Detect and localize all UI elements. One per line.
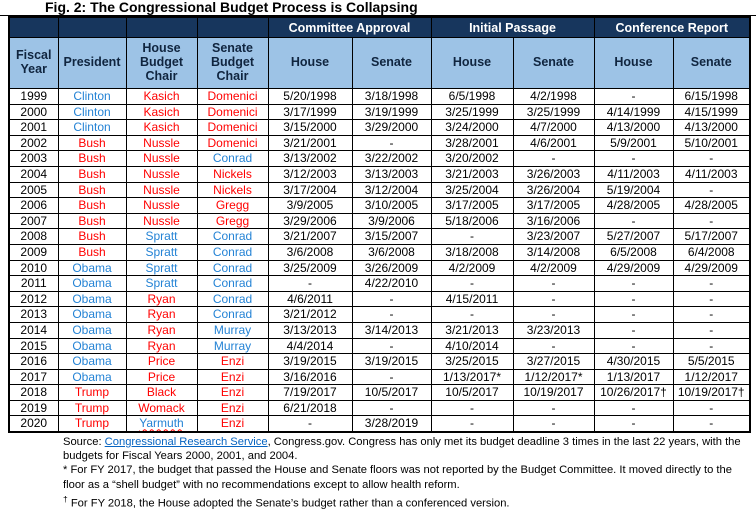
house-chair-cell: Nussle bbox=[126, 135, 197, 151]
president-cell: Bush bbox=[58, 244, 126, 260]
president-cell: Bush bbox=[58, 198, 126, 214]
date-cell: 6/5/1998 bbox=[431, 89, 513, 105]
fiscal-year-cell: 2005 bbox=[9, 182, 58, 198]
date-cell: - bbox=[673, 151, 750, 167]
date-cell: 3/6/2008 bbox=[268, 244, 352, 260]
date-cell: - bbox=[673, 338, 750, 354]
date-cell: - bbox=[594, 400, 673, 416]
president-cell: Obama bbox=[58, 307, 126, 323]
table-row bbox=[9, 120, 750, 136]
date-cell: - bbox=[513, 151, 594, 167]
president-cell: Bush bbox=[58, 166, 126, 182]
senate-chair-cell: Nickels bbox=[197, 166, 268, 182]
date-cell: 4/22/2010 bbox=[352, 276, 431, 292]
date-cell: 4/29/2009 bbox=[673, 260, 750, 276]
date-cell: 5/18/2006 bbox=[431, 213, 513, 229]
fiscal-year-cell: 2014 bbox=[9, 322, 58, 338]
table-row bbox=[9, 307, 750, 323]
table-row bbox=[9, 322, 750, 338]
house-chair-cell: Price bbox=[126, 354, 197, 370]
date-cell: - bbox=[352, 400, 431, 416]
date-cell: 3/6/2008 bbox=[352, 244, 431, 260]
date-cell: 3/19/2015 bbox=[352, 354, 431, 370]
senate-chair-cell: Conrad bbox=[197, 229, 268, 245]
senate-chair-cell: Enzi bbox=[197, 416, 268, 432]
source-prefix-text: Source: bbox=[63, 436, 105, 449]
date-cell: 4/2/1998 bbox=[513, 89, 594, 105]
house-chair-cell: Ryan bbox=[126, 322, 197, 338]
source-rest-text: , Congress.gov. Congress has only met its budget deadline 3 times in the last 22 years, with the budgets for Fiscal Years 2000, 2001, and 2004. bbox=[63, 436, 741, 463]
house-chair-cell: Nussle bbox=[126, 166, 197, 182]
date-cell: 3/25/1999 bbox=[431, 104, 513, 120]
president-cell: Trump bbox=[58, 416, 126, 432]
date-cell: - bbox=[594, 322, 673, 338]
date-cell: 3/17/2005 bbox=[513, 198, 594, 214]
date-cell: 10/26/2017† bbox=[594, 385, 673, 401]
date-cell: 3/13/2013 bbox=[268, 322, 352, 338]
fiscal-year-cell: 2002 bbox=[9, 135, 58, 151]
fiscal-year-cell: 1999 bbox=[9, 89, 58, 105]
house-chair-cell: Kasich bbox=[126, 89, 197, 105]
fiscal-year-cell: 2009 bbox=[9, 244, 58, 260]
date-cell: - bbox=[352, 338, 431, 354]
date-cell: 5/27/2007 bbox=[594, 229, 673, 245]
president-cell: Obama bbox=[58, 291, 126, 307]
date-cell: 10/5/2017 bbox=[352, 385, 431, 401]
date-cell: 4/4/2014 bbox=[268, 338, 352, 354]
table-row bbox=[9, 89, 750, 105]
house-chair-cell: Spratt bbox=[126, 244, 197, 260]
date-cell: - bbox=[594, 276, 673, 292]
col-header-passage-senate: Senate bbox=[513, 38, 594, 89]
senate-chair-cell: Gregg bbox=[197, 213, 268, 229]
header-spacer-cell bbox=[197, 17, 268, 38]
date-cell: - bbox=[513, 276, 594, 292]
date-cell: - bbox=[431, 416, 513, 432]
table-row bbox=[9, 276, 750, 292]
table-row bbox=[9, 354, 750, 370]
header-spacer-cell bbox=[9, 17, 58, 38]
house-chair-cell: Womack bbox=[126, 400, 197, 416]
date-cell: 5/10/2001 bbox=[673, 135, 750, 151]
date-cell: 4/13/2000 bbox=[594, 120, 673, 136]
date-cell: 3/16/2006 bbox=[513, 213, 594, 229]
date-cell: 3/29/2006 bbox=[268, 213, 352, 229]
date-cell: 3/25/2004 bbox=[431, 182, 513, 198]
date-cell: 10/19/2017† bbox=[673, 385, 750, 401]
president-cell: Obama bbox=[58, 338, 126, 354]
footnote-dagger-text: For FY 2018, the House adopted the Senate’s budget rather than a conferenced version. bbox=[67, 497, 510, 510]
date-cell: 6/21/2018 bbox=[268, 400, 352, 416]
president-cell: Obama bbox=[58, 276, 126, 292]
date-cell: 3/26/2009 bbox=[352, 260, 431, 276]
house-chair-cell: Nussle bbox=[126, 213, 197, 229]
date-cell: - bbox=[673, 291, 750, 307]
president-cell: Obama bbox=[58, 354, 126, 370]
date-cell: - bbox=[513, 400, 594, 416]
date-cell: 4/6/2001 bbox=[513, 135, 594, 151]
date-cell: 3/15/2000 bbox=[268, 120, 352, 136]
fiscal-year-cell: 2020 bbox=[9, 416, 58, 432]
date-cell: 3/21/2003 bbox=[431, 166, 513, 182]
date-cell: - bbox=[673, 213, 750, 229]
table-row bbox=[9, 213, 750, 229]
date-cell: - bbox=[594, 307, 673, 323]
date-cell: - bbox=[268, 416, 352, 432]
fiscal-year-cell: 2017 bbox=[9, 369, 58, 385]
senate-chair-cell: Enzi bbox=[197, 354, 268, 370]
senate-chair-cell: Gregg bbox=[197, 198, 268, 214]
fiscal-year-cell: 2004 bbox=[9, 166, 58, 182]
date-cell: - bbox=[594, 89, 673, 105]
date-cell: 3/14/2008 bbox=[513, 244, 594, 260]
header-spacer-cell bbox=[58, 17, 126, 38]
house-chair-cell: Kasich bbox=[126, 120, 197, 136]
fiscal-year-cell: 2010 bbox=[9, 260, 58, 276]
date-cell: 3/28/2001 bbox=[431, 135, 513, 151]
table-row bbox=[9, 291, 750, 307]
senate-chair-cell: Enzi bbox=[197, 400, 268, 416]
date-cell: - bbox=[513, 291, 594, 307]
senate-chair-cell: Domenici bbox=[197, 104, 268, 120]
senate-chair-cell: Conrad bbox=[197, 307, 268, 323]
date-cell: 3/19/1999 bbox=[352, 104, 431, 120]
group-header-conference-report: Conference Report bbox=[594, 17, 750, 38]
date-cell: 4/10/2014 bbox=[431, 338, 513, 354]
date-cell: 4/6/2011 bbox=[268, 291, 352, 307]
table-row bbox=[9, 416, 750, 432]
date-cell: 3/21/2012 bbox=[268, 307, 352, 323]
table-row bbox=[9, 166, 750, 182]
date-cell: - bbox=[673, 307, 750, 323]
date-cell: 1/12/2017 bbox=[673, 369, 750, 385]
president-cell: Bush bbox=[58, 182, 126, 198]
date-cell: 3/18/2008 bbox=[431, 244, 513, 260]
col-header-conference-house: House bbox=[594, 38, 673, 89]
date-cell: - bbox=[431, 229, 513, 245]
senate-chair-cell: Conrad bbox=[197, 276, 268, 292]
col-header-president: President bbox=[58, 38, 126, 89]
date-cell: 3/27/2015 bbox=[513, 354, 594, 370]
date-cell: 3/23/2007 bbox=[513, 229, 594, 245]
table-row bbox=[9, 260, 750, 276]
date-cell: 3/9/2005 bbox=[268, 198, 352, 214]
date-cell: - bbox=[673, 182, 750, 198]
president-cell: Clinton bbox=[58, 104, 126, 120]
date-cell: 7/19/2017 bbox=[268, 385, 352, 401]
date-cell: 4/11/2003 bbox=[673, 166, 750, 182]
date-cell: 4/14/1999 bbox=[594, 104, 673, 120]
date-cell: 3/17/2004 bbox=[268, 182, 352, 198]
date-cell: 3/25/2015 bbox=[431, 354, 513, 370]
senate-chair-cell: Enzi bbox=[197, 369, 268, 385]
date-cell: 5/9/2001 bbox=[594, 135, 673, 151]
house-chair-cell: Yarmuth bbox=[126, 416, 197, 432]
date-cell: 3/29/2000 bbox=[352, 120, 431, 136]
figure-title: Fig. 2: The Congressional Budget Process is Collapsing bbox=[0, 0, 756, 16]
table-row bbox=[9, 104, 750, 120]
house-chair-cell: Nussle bbox=[126, 182, 197, 198]
president-cell: Clinton bbox=[58, 89, 126, 105]
date-cell: 4/29/2009 bbox=[594, 260, 673, 276]
date-cell: 3/21/2007 bbox=[268, 229, 352, 245]
senate-chair-cell: Domenici bbox=[197, 120, 268, 136]
date-cell: 6/15/1998 bbox=[673, 89, 750, 105]
date-cell: 4/7/2000 bbox=[513, 120, 594, 136]
date-cell: 3/13/2002 bbox=[268, 151, 352, 167]
date-cell: 3/18/1998 bbox=[352, 89, 431, 105]
president-cell: Bush bbox=[58, 229, 126, 245]
fiscal-year-cell: 2019 bbox=[9, 400, 58, 416]
president-cell: Trump bbox=[58, 400, 126, 416]
house-chair-cell: Spratt bbox=[126, 276, 197, 292]
date-cell: - bbox=[594, 338, 673, 354]
date-cell: 4/11/2003 bbox=[594, 166, 673, 182]
dagger-symbol: † bbox=[63, 493, 68, 504]
date-cell: - bbox=[673, 400, 750, 416]
fiscal-year-cell: 2018 bbox=[9, 385, 58, 401]
date-cell: 5/5/2015 bbox=[673, 354, 750, 370]
table-row bbox=[9, 182, 750, 198]
date-cell: 3/17/1999 bbox=[268, 104, 352, 120]
date-cell: - bbox=[352, 369, 431, 385]
date-cell: 3/21/2013 bbox=[431, 322, 513, 338]
date-cell: 3/14/2013 bbox=[352, 322, 431, 338]
date-cell: 3/12/2004 bbox=[352, 182, 431, 198]
house-chair-cell: Price bbox=[126, 369, 197, 385]
footnotes bbox=[63, 435, 755, 511]
fiscal-year-cell: 2015 bbox=[9, 338, 58, 354]
senate-chair-cell: Conrad bbox=[197, 260, 268, 276]
date-cell: - bbox=[513, 338, 594, 354]
date-cell: 1/12/2017* bbox=[513, 369, 594, 385]
fiscal-year-cell: 2003 bbox=[9, 151, 58, 167]
source-line bbox=[63, 435, 755, 463]
fiscal-year-cell: 2012 bbox=[9, 291, 58, 307]
senate-chair-cell: Nickels bbox=[197, 182, 268, 198]
table-row bbox=[9, 244, 750, 260]
date-cell: - bbox=[431, 276, 513, 292]
senate-chair-cell: Conrad bbox=[197, 244, 268, 260]
date-cell: - bbox=[513, 307, 594, 323]
date-cell: 3/9/2006 bbox=[352, 213, 431, 229]
date-cell: 6/4/2008 bbox=[673, 244, 750, 260]
house-chair-cell: Nussle bbox=[126, 151, 197, 167]
column-header-row bbox=[9, 38, 750, 89]
date-cell: 3/22/2002 bbox=[352, 151, 431, 167]
president-cell: Trump bbox=[58, 385, 126, 401]
date-cell: 4/15/2011 bbox=[431, 291, 513, 307]
date-cell: - bbox=[673, 416, 750, 432]
date-cell: 5/20/1998 bbox=[268, 89, 352, 105]
date-cell: - bbox=[352, 135, 431, 151]
date-cell: 3/13/2003 bbox=[352, 166, 431, 182]
date-cell: 4/2/2009 bbox=[431, 260, 513, 276]
date-cell: 3/19/2015 bbox=[268, 354, 352, 370]
date-cell: 4/28/2005 bbox=[673, 198, 750, 214]
table-row bbox=[9, 338, 750, 354]
table-row bbox=[9, 385, 750, 401]
date-cell: - bbox=[431, 400, 513, 416]
header-spacer-cell bbox=[126, 17, 197, 38]
house-chair-cell: Spratt bbox=[126, 229, 197, 245]
senate-chair-cell: Murray bbox=[197, 322, 268, 338]
group-header-row bbox=[9, 17, 750, 38]
president-cell: Obama bbox=[58, 369, 126, 385]
president-cell: Bush bbox=[58, 135, 126, 151]
col-header-passage-house: House bbox=[431, 38, 513, 89]
date-cell: 4/13/2000 bbox=[673, 120, 750, 136]
date-cell: - bbox=[268, 276, 352, 292]
date-cell: - bbox=[352, 291, 431, 307]
senate-chair-cell: Domenici bbox=[197, 135, 268, 151]
house-chair-cell: Ryan bbox=[126, 291, 197, 307]
senate-chair-cell: Domenici bbox=[197, 89, 268, 105]
president-cell: Obama bbox=[58, 322, 126, 338]
date-cell: - bbox=[513, 416, 594, 432]
fiscal-year-cell: 2013 bbox=[9, 307, 58, 323]
fiscal-year-cell: 2008 bbox=[9, 229, 58, 245]
date-cell: 5/19/2004 bbox=[594, 182, 673, 198]
group-header-committee-approval: Committee Approval bbox=[268, 17, 431, 38]
senate-chair-cell: Conrad bbox=[197, 291, 268, 307]
table-row bbox=[9, 198, 750, 214]
table-row bbox=[9, 400, 750, 416]
source-link[interactable]: Congressional Research Service bbox=[104, 436, 268, 449]
date-cell: 4/28/2005 bbox=[594, 198, 673, 214]
date-cell: - bbox=[594, 416, 673, 432]
date-cell: 3/25/2009 bbox=[268, 260, 352, 276]
date-cell: - bbox=[594, 151, 673, 167]
house-chair-cell: Ryan bbox=[126, 338, 197, 354]
date-cell: 10/19/2017 bbox=[513, 385, 594, 401]
president-cell: Obama bbox=[58, 260, 126, 276]
date-cell: 3/12/2003 bbox=[268, 166, 352, 182]
table-body bbox=[9, 89, 750, 433]
senate-chair-cell: Conrad bbox=[197, 151, 268, 167]
house-chair-cell: Kasich bbox=[126, 104, 197, 120]
house-chair-cell: Spratt bbox=[126, 260, 197, 276]
fiscal-year-cell: 2006 bbox=[9, 198, 58, 214]
date-cell: - bbox=[673, 322, 750, 338]
date-cell: 3/21/2001 bbox=[268, 135, 352, 151]
date-cell: 3/28/2019 bbox=[352, 416, 431, 432]
date-cell: 3/25/1999 bbox=[513, 104, 594, 120]
col-header-conference-senate: Senate bbox=[673, 38, 750, 89]
col-header-committee-senate: Senate bbox=[352, 38, 431, 89]
date-cell: - bbox=[594, 213, 673, 229]
date-cell: 3/23/2013 bbox=[513, 322, 594, 338]
col-header-senate-budget-chair: Senate Budget Chair bbox=[197, 38, 268, 89]
fiscal-year-cell: 2011 bbox=[9, 276, 58, 292]
date-cell: 4/2/2009 bbox=[513, 260, 594, 276]
fiscal-year-cell: 2000 bbox=[9, 104, 58, 120]
date-cell: 3/16/2016 bbox=[268, 369, 352, 385]
table-row bbox=[9, 135, 750, 151]
fiscal-year-cell: 2001 bbox=[9, 120, 58, 136]
fiscal-year-cell: 2016 bbox=[9, 354, 58, 370]
col-header-house-budget-chair: House Budget Chair bbox=[126, 38, 197, 89]
date-cell: 1/13/2017* bbox=[431, 369, 513, 385]
col-header-committee-house: House bbox=[268, 38, 352, 89]
president-cell: Bush bbox=[58, 151, 126, 167]
footnote-star: * For FY 2017, the budget that passed the House and Senate floors was not reported by the Budget Committee. It moved directly to the floor as a “shell budget” with no recommendations except to allow health reform. bbox=[63, 464, 732, 491]
date-cell: - bbox=[673, 276, 750, 292]
col-header-fiscal-year: Fiscal Year bbox=[9, 38, 58, 89]
date-cell: 4/30/2015 bbox=[594, 354, 673, 370]
table-row bbox=[9, 369, 750, 385]
table-row bbox=[9, 151, 750, 167]
date-cell: 3/15/2007 bbox=[352, 229, 431, 245]
house-chair-cell: Black bbox=[126, 385, 197, 401]
date-cell: - bbox=[352, 307, 431, 323]
date-cell: 3/24/2000 bbox=[431, 120, 513, 136]
house-chair-cell: Nussle bbox=[126, 198, 197, 214]
president-cell: Bush bbox=[58, 213, 126, 229]
footnote-dagger bbox=[63, 492, 755, 511]
date-cell: 3/10/2005 bbox=[352, 198, 431, 214]
date-cell: 1/13/2017 bbox=[594, 369, 673, 385]
senate-chair-cell: Enzi bbox=[197, 385, 268, 401]
date-cell: 3/20/2002 bbox=[431, 151, 513, 167]
date-cell: 5/17/2007 bbox=[673, 229, 750, 245]
date-cell: 6/5/2008 bbox=[594, 244, 673, 260]
fiscal-year-cell: 2007 bbox=[9, 213, 58, 229]
date-cell: 3/26/2004 bbox=[513, 182, 594, 198]
group-header-initial-passage: Initial Passage bbox=[431, 17, 594, 38]
budget-process-table bbox=[8, 16, 751, 433]
date-cell: 10/5/2017 bbox=[431, 385, 513, 401]
date-cell: - bbox=[431, 307, 513, 323]
date-cell: 3/26/2003 bbox=[513, 166, 594, 182]
date-cell: 4/15/1999 bbox=[673, 104, 750, 120]
house-chair-cell: Ryan bbox=[126, 307, 197, 323]
president-cell: Clinton bbox=[58, 120, 126, 136]
date-cell: 3/17/2005 bbox=[431, 198, 513, 214]
senate-chair-cell: Murray bbox=[197, 338, 268, 354]
date-cell: - bbox=[594, 291, 673, 307]
table-row bbox=[9, 229, 750, 245]
